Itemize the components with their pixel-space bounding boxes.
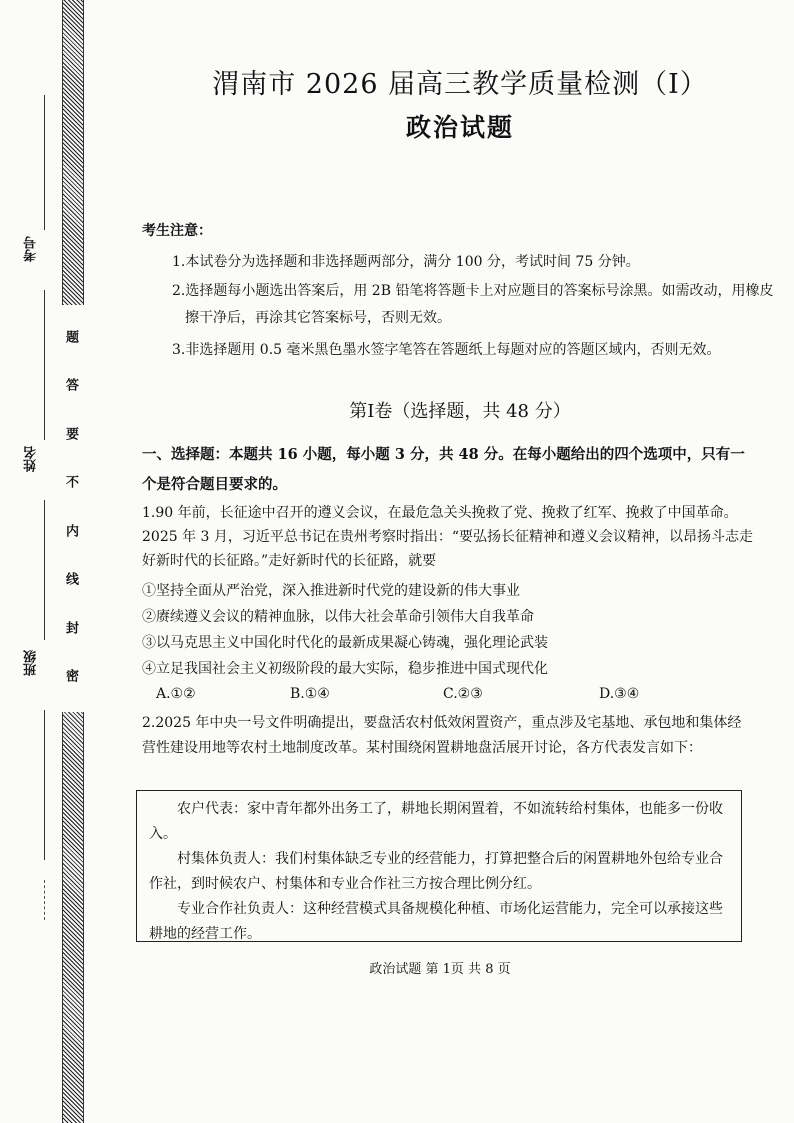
seal-char: 答: [63, 378, 78, 391]
notice-item: 2.选择题每小题选出答案后，用 2B 铅笔将答题卡上对应题目的答案标号涂黑。如需改动，用橡皮擦干净后，再涂其它答案标号，否则无效。: [172, 283, 774, 326]
section-intro: 一、选择题：本题共 16 小题，每小题 3 分，共 48 分。在每小题给出的四个选项中，只有一个是符合题目要求的。: [142, 446, 745, 493]
name-line[interactable]: [44, 290, 45, 440]
binding-hatch-top: [62, 0, 84, 305]
seal-char: 线: [63, 572, 78, 585]
section-title: 第Ⅰ卷（选择题，共 48 分）: [349, 401, 571, 422]
notice-item: 1.本试卷分为选择题和非选择题两部分，满分 100 分，考试时间 75 分钟。: [172, 254, 640, 270]
exam-subtitle: 政治试题: [405, 113, 514, 142]
material-paragraph: 农户代表：家中青年都外出务工了，耕地长期闲置着，不如流转给村集体，也能多一份收入。: [149, 801, 723, 842]
question-1-statement: ④立足我国社会主义初级阶段的最大实际，稳步推进中国式现代化: [142, 661, 548, 677]
question-1-statement: ②赓续遵义会议的精神血脉，以伟大社会革命引领伟大自我革命: [142, 609, 534, 625]
notice-heading: 考生注意：: [142, 223, 212, 239]
exam-number-line[interactable]: [44, 95, 45, 230]
question-2-material-box: [136, 790, 742, 942]
material-paragraph: 村集体负责人：我们村集体缺乏专业的经营能力，打算把整合后的闲置耕地外包给专业合作社，到时候农户、村集体和专业合作社三方按合理比例分红。: [149, 851, 723, 892]
class-label: 班级: [24, 650, 39, 676]
question-1-choice-c: C.②③: [443, 686, 483, 702]
exam-title: 渭南市 2026 届高三教学质量检测（Ⅰ）: [212, 69, 708, 100]
notice-item: 3.非选择题用 0.5 毫米黑色墨水签字笔答在答题纸上每题对应的答题区域内，否则无效。: [172, 342, 721, 358]
question-1-statement: ③以马克思主义中国化时代化的最新成果凝心铸魂，强化理论武装: [142, 635, 548, 651]
material-paragraph: 专业合作社负责人：这种经营模式具备规模化种植、市场化运营能力，完全可以承接这些耕地的经营工作。: [149, 901, 723, 942]
class-line[interactable]: [44, 710, 45, 860]
seal-char: 题: [63, 330, 78, 343]
seal-char: 要: [63, 427, 78, 440]
name-label: 姓名: [24, 446, 39, 472]
exam-number-label: 考号: [24, 236, 39, 262]
class-line-top[interactable]: [44, 500, 45, 640]
question-1-stem: 1.90 年前，长征途中召开的遵义会议，在最危急关头挽救了党、挽救了红军、挽救了中国革命。2025 年 3 月，习近平总书记在贵州考察时指出：“要弘扬长征精神和遵义会议精神，以昂扬斗志走好新时代的长征路。”走好新时代的长征路，就要: [142, 505, 754, 569]
seal-char: 封: [63, 621, 78, 634]
question-1-statement: ①坚持全面从严治党，深入推进新时代党的建设新的伟大事业: [142, 583, 520, 599]
question-1-choice-b: B.①④: [290, 686, 330, 702]
cut-line: [44, 880, 45, 920]
binding-hatch-bottom: [62, 712, 84, 1123]
question-2-stem: 2.2025 年中央一号文件明确提出，要盘活农村低效闲置资产，重点涉及宅基地、承包地和集体经营性建设用地等农村土地制度改革。某村围绕闲置耕地盘活展开讨论，各方代表发言如下：: [142, 715, 742, 756]
seal-char: 内: [63, 524, 78, 537]
question-1-choice-d: D.③④: [599, 686, 640, 702]
seal-char: 不: [63, 475, 78, 488]
question-1-choice-a: A.①②: [156, 686, 196, 702]
page-footer: 政治试题 第 1页 共 8 页: [369, 962, 511, 977]
seal-char: 密: [63, 669, 78, 682]
